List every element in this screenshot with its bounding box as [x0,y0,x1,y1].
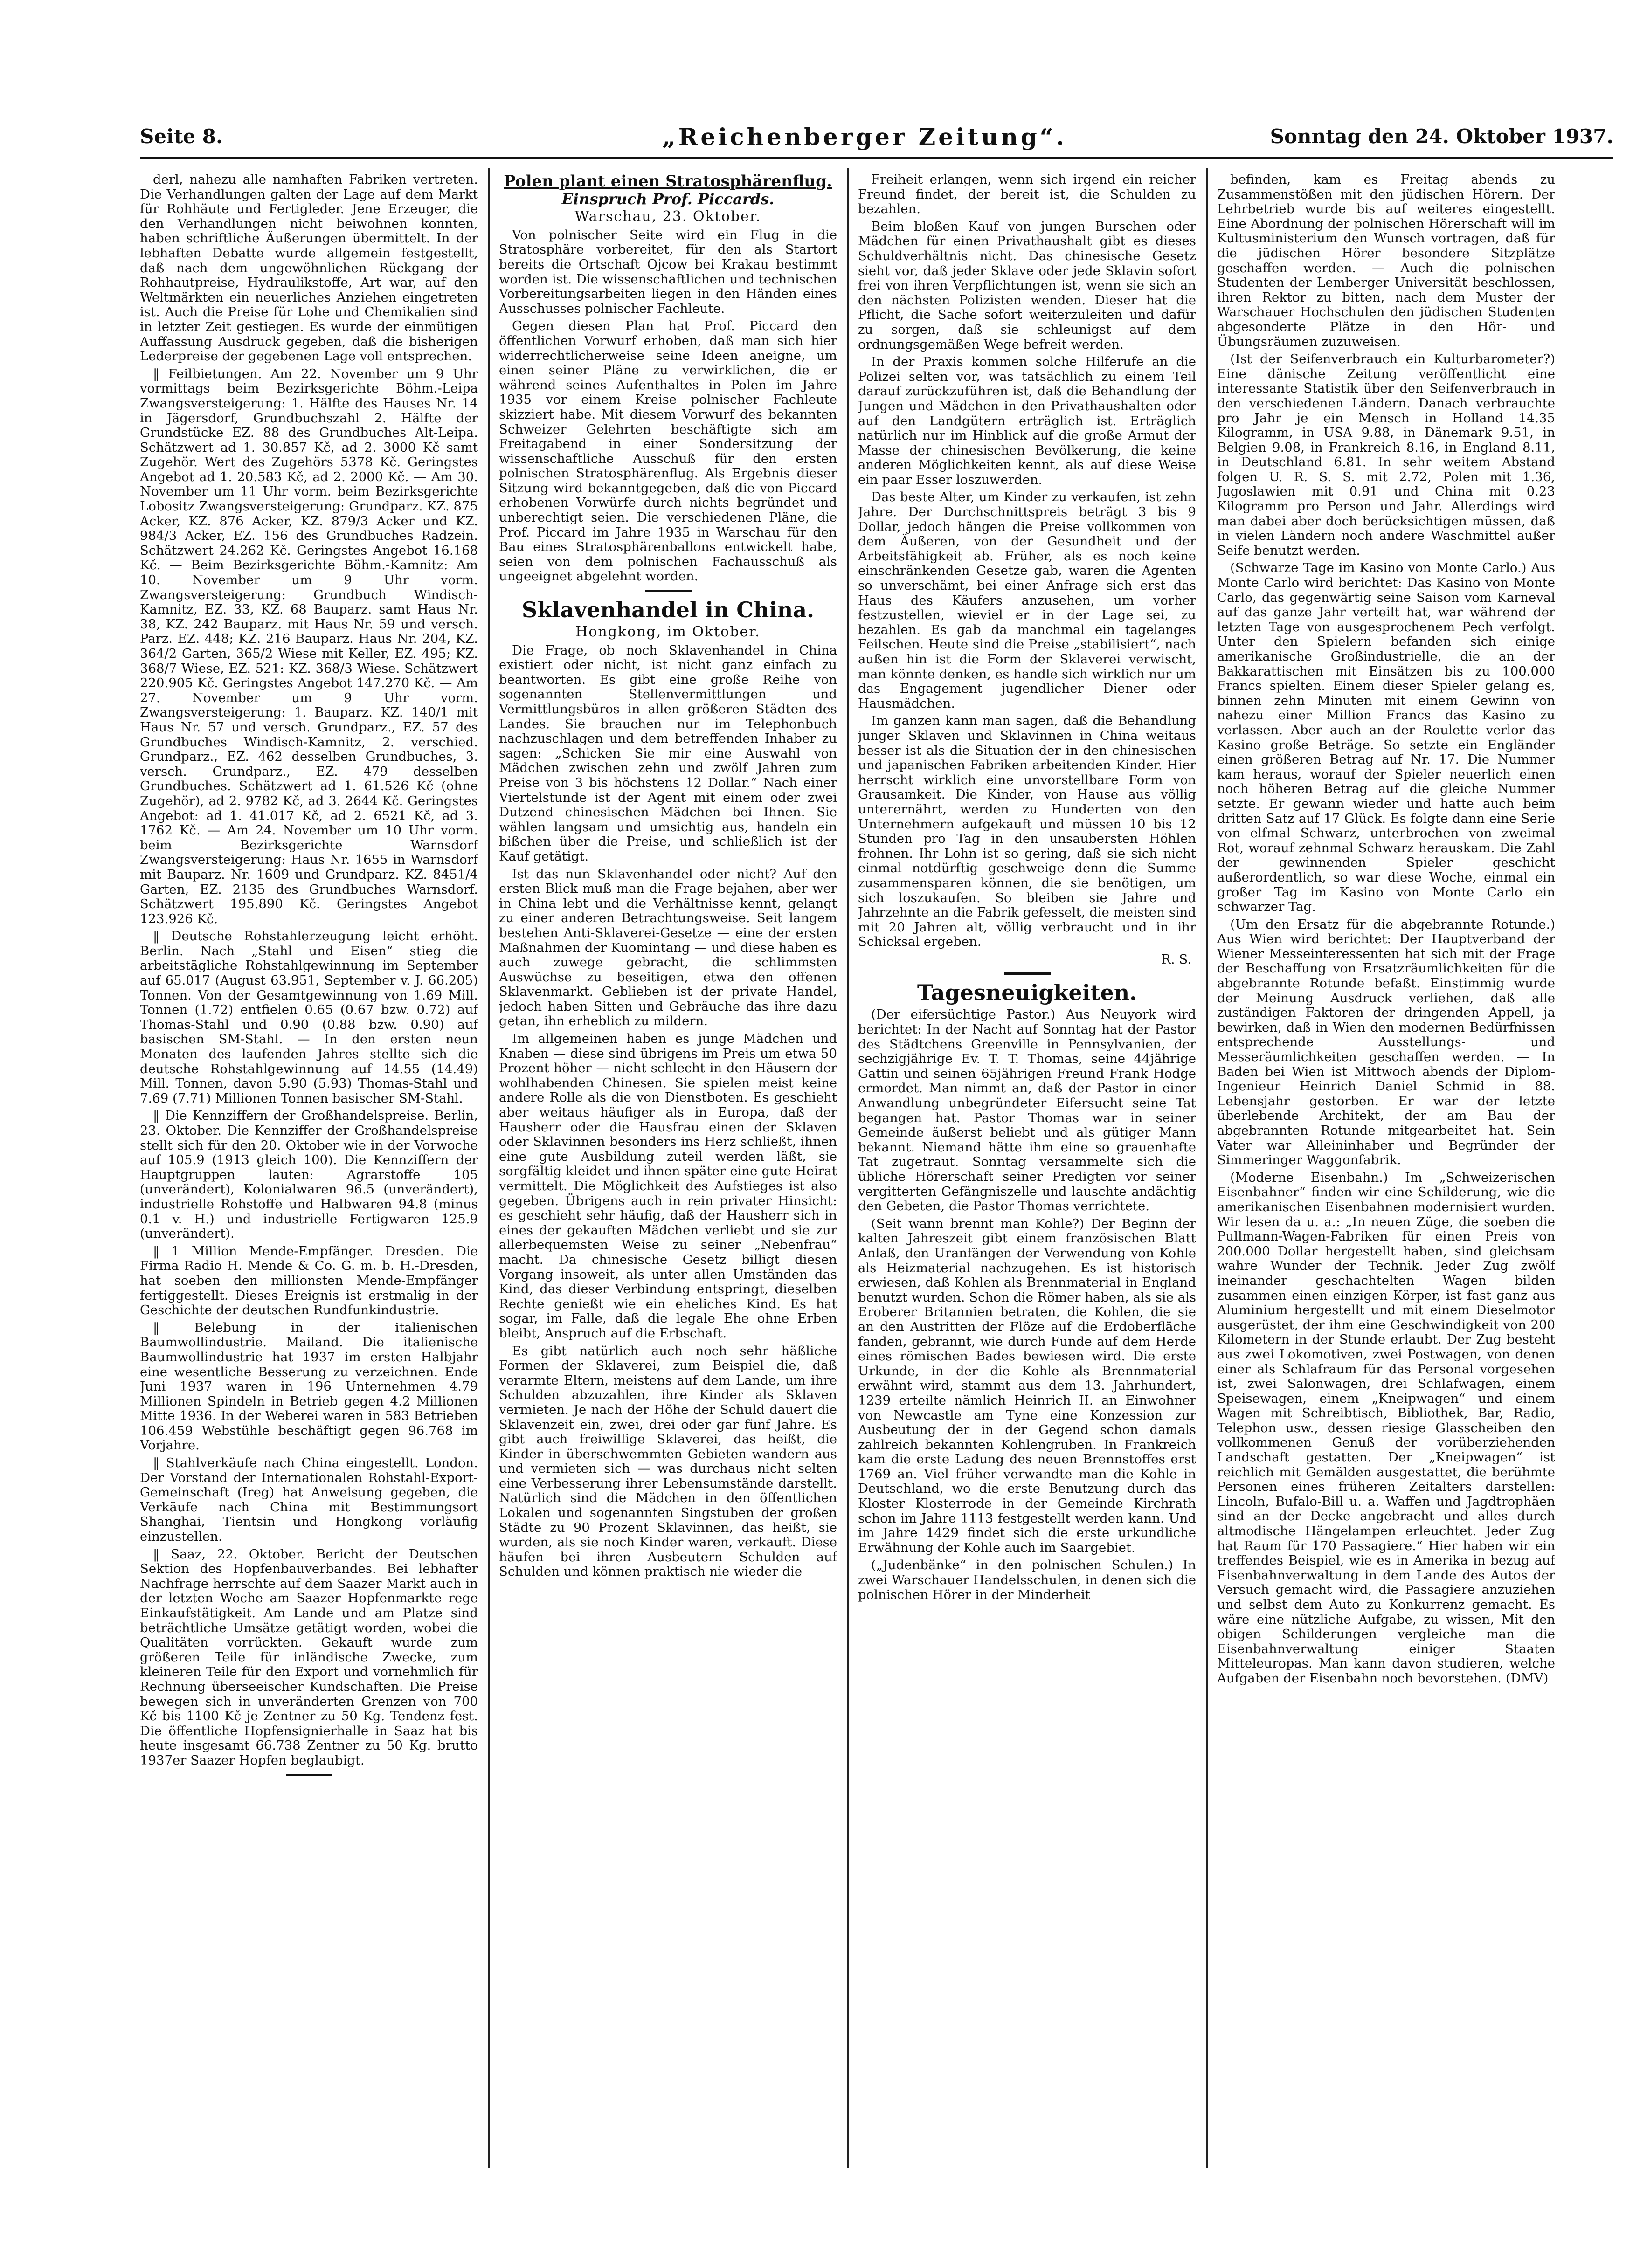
section-headline: Tagesneuigkeiten. [917,980,1137,1006]
newspaper-title: „Reichenberger Zeitung“. [662,123,1067,151]
article-paragraph: Freiheit erlangen, wenn sich irgend ein reicher Freund findet, der bereit ist, die Schulden zu bezahlen. [858,172,1196,217]
article-divider [645,590,692,592]
dateline: Hongkong, im Oktober. [575,624,761,641]
article-paragraph: Im allgemeinen haben es junge Mädchen und Knaben — diese sind übrigens im Preis um etwa 50 Prozent höher — nicht schlecht in den Häusern der wohlhabenden Chinesen. Sie spielen meist keine andere Rolle als die von Dienstboten. Es geschieht aber weitaus häufiger als in Europa, daß der Hausherr oder die Hausfrau einen der Sklaven oder Sklavinnen besonders ins Herz schließt, ihnen eine gute Ausbildung zuteil werden läßt, sie sorgfältig kleidet und ihnen später eine gute Heirat vermittelt. Die Möglichkeit des Aufstieges ist also gegeben. Übrigens auch in rein privater Hinsicht: es geschieht sehr häufig, daß der Hausherr sich in eines der gekauften Mädchen verliebt und sie zur allerbequemsten Weise zu seiner „Nebenfrau“ macht. Da chinesische Gesetz billigt diesen Vorgang insoweit, als unter allen Umständen das Kind, das dieser Verbindung entspringt, dieselben Rechte genießt wie ein eheliches Kind. Es hat sogar, im Falle, daß die legale Ehe ohne Erben bleibt, Anspruch auf die Erbschaft. [499,1031,837,1341]
end-rule [286,1774,332,1776]
article-headline: Polen plant einen Stratosphärenflug. [504,172,832,191]
article-paragraph: Die Frage, ob noch Sklavenhandel in China existiert oder nicht, ist nicht ganz einfach zu beantworten. Es gibt eine große Reihe von sogenannten Stellenvermittlungen und Vermittlungsbüros in allen größeren Städten des Landes. Sie brauchen nur im Telephonbuch nachzuschlagen und dem betreffenden Inhaber zu sagen: „Schicken Sie mir eine Auswahl von Mädchen zwischen zehn und zwölf Jahren zum Preise von 3 bis höchstens 12 Dollar.“ Nach einer Viertelstunde ist der Agent mit einem oder zwei Dutzend chinesischen Mädchen bei Ihnen. Sie wählen langsam und umsichtig aus, handeln ein bißchen über die Preise, und schließlich ist der Kauf getätigt. [499,642,837,864]
article-subheadline: Einspruch Prof. Piccards. [561,190,775,208]
column-separator [1206,168,1208,2168]
article-paragraph: ‖ Belebung in der italienischen Baumwollindustrie. Mailand. Die italienische Baumwollindustrie hat 1937 im ersten Halbjahr eine wesentliche Besserung zu verzeichnen. Ende Juni 1937 waren in 196 Unternehmen 4.79 Millionen Spindeln in Betrieb gegen 4.2 Millionen Mitte 1936. In der Weberei waren in 583 Betrieben 106.459 Webstühle beschäftigt gegen 96.768 im Vorjahre. [140,1320,478,1453]
article-paragraph: derl, nahezu alle namhaften Fabriken vertreten. Die Verhandlungen galten der Lage auf dem Markt für Rohhäute und Fertigleder. Jene Erzeuger, die den Verhandlungen nicht beiwohnen konnten, haben schriftliche Äußerungen übermittelt. In der lebhaften Debatte wurde allgemein festgestellt, daß nach dem ungewöhnlichen Rückgang der Rohhautpreise, Hydraulikstoffe, Art war, auf den Weltmärkten ein neuerliches Anziehen eingetreten ist. Auch die Preise für Lohe und Chemikalien sind in letzter Zeit gestiegen. Es wurde der einmütigen Auffassung Ausdruck gegeben, daß die bisherigen Lederpreise der gegebenen Lage voll entsprechen. [140,172,478,364]
article-paragraph: (Seit wann brennt man Kohle?) Der Beginn der kalten Jahreszeit gibt einem französischen Blatt Anlaß, den Uranfängen der Verwendung von Kohle als Heizmaterial nachzugehen. Es ist historisch erwiesen, daß Kohlen als Brennmaterial in England benutzt wurden. Schon die Römer haben, als sie als Eroberer Britannien betraten, die Kohlen, die sie an den Austritten der Flöze auf die Erdoberfläche fanden, gebrannt, wie durch Funde auf dem Herde eines römischen Bades bewiesen wird. Die erste Urkunde, in der die Kohle als Brennmaterial erwähnt wird, stammt aus dem 13. Jahrhundert, 1239 erteilte nämlich Heinrich II. an Einwohner von Newcastle am Tyne eine Konzession zur Ausbeutung der in der Gegend schon damals zahlreich bekannten Kohlengruben. In Frankreich kam die erste Ladung des neuen Brennstoffes erst 1769 an. Viel früher verwandte man die Kohle in Deutschland, wo die erste Benutzung durch das Kloster Klosterrode in der Gemeinde Kirchrath schon im Jahre 1113 festgestellt werden kann. Und im Jahre 1429 findet sich die erste urkundliche Erwähnung der Kohle auch im Saargebiet. [858,1216,1196,1555]
article-paragraph: (Der eifersüchtige Pastor.) Aus Neuyork wird berichtet: In der Nacht auf Sonntag hat der Pastor des Städtchens Greenville in Pennsylvanien, der sechzigjährige Ev. T. T. Thomas, seine 44jährige Gattin und seinen 65jährigen Freund Frank Hodge ermordet. Man nimmt an, daß der Pastor in einer Anwandlung unbegründeter Eifersucht seine Tat begangen hat. Pastor Thomas war in seiner Gemeinde äußerst beliebt und als gütiger Mann bekannt. Niemand hätte ihm eine so grauenhafte Tat zugetraut. Sonntag versammelte sich die übliche Hörerschaft seiner Predigten vor seiner vergitterten Gefängniszelle und lauschte andächtig den Gebeten, die Pastor Thomas verrichtete. [858,1007,1196,1214]
column-separator [488,168,490,2168]
article-paragraph: (Ist der Seifenverbrauch ein Kulturbarometer?) Eine dänische Zeitung veröffentlicht eine interessante Statistik über den Seifenverbrauch in den verschiedenen Ländern. Danach verbrauchte pro Jahr je ein Mensch in Holland 14.35 Kilogramm, in USA 9.88, in Dänemark 9.51, in Belgien 9.08, in Frankreich 8.16, in England 8.11, in Deutschland 6.81. In sehr weitem Abstand folgen U. R. S. S. mit 2.72, Polen mit 1.36, Jugoslawien mit 0.91 und China mit 0.23 Kilogramm pro Person und Jahr. Allerdings wird man dabei aber doch berücksichtigen müssen, daß in vielen Ländern noch andere Waschmittel außer Seife benutzt werden. [1217,352,1555,558]
column-3 [858,172,1196,2154]
column-separator [847,168,849,2168]
article-paragraph: ‖ Saaz, 22. Oktober. Bericht der Deutschen Sektion des Hopfenbauverbandes. Bei lebhafter Nachfrage herrschte auf dem Saazer Markt auch in der letzten Woche am Saazer Hopfenmarkte rege Einkaufstätigkeit. Am Lande und am Platze sind beträchtliche Umsätze getätigt worden, wobei die Qualitäten vorrückten. Gekauft wurde zum größeren Teile für inländische Zwecke, zum kleineren Teile für den Export und vornehmlich für Rechnung überseeischer Kundschaften. Die Preise bewegen sich in unveränderten Grenzen von 700 Kč bis 1100 Kč je Zentner zu 50 Kg. Tendenz fest. Die öffentliche Hopfensignierhalle in Saaz hat bis heute insgesamt 66.738 Zentner zu 50 Kg. brutto 1937er Saazer Hopfen beglaubigt. [140,1546,478,1768]
article-paragraph: (Um den Ersatz für die abgebrannte Rotunde.) Aus Wien wird berichtet: Der Hauptverband der Wiener Messeinteressenten hat sich mit der Frage der Beschaffung von Ersatzräumlichkeiten für die abgebrannte Rotunde befaßt. Einstimmig wurde der Meinung Ausdruck verliehen, daß alle zuständigen Faktoren der dringenden Appell, ja bewirken, daß in Wien den modernen Bedürfnissen entsprechende Ausstellungs- und Messeräumlichkeiten geschaffen werden. — In Baden bei Wien ist Mittwoch abends der Diplom-Ingenieur Heinrich Daniel Schmid in 88. Lebensjahr gestorben. Er war der letzte überlebende Architekt, der am Bau der abgebrannten Rotunde mitgearbeitet hat. Sein Vater war Alleininhaber und Begründer der Simmeringer Waggonfabrik. [1217,917,1555,1168]
page-number: Seite 8. [140,125,223,148]
column-4 [1217,172,1555,2154]
article-divider [1004,972,1051,975]
article-paragraph: In der Praxis kommen solche Hilferufe an die Polizei selten vor, was tatsächlich zu einem Teil darauf zurückzuführen ist, daß die Behandlung der Jungen und Mädchen in den Privathaushalten oder auf den Landgütern erträglich ist. Erträglich natürlich nur im Hinblick auf die große Armut der Masse der chinesischen Bevölkerung, die keine anderen Möglichkeiten kennt, als auf diese Weise ein paar Esser loszuwerden. [858,354,1196,487]
article-paragraph: ‖ Stahlverkäufe nach China eingestellt. London. Der Vorstand der Internationalen Rohstahl-Export-Gemeinschaft (Ireg) hat Anweisung gegeben, die Verkäufe nach China mit Bestimmungsort Shanghai, Tientsin und Hongkong vorläufig einzustellen. [140,1455,478,1544]
article-paragraph: Von polnischer Seite wird ein Flug in die Stratosphäre vorbereitet, für den als Startort bereits die Ortschaft Ojcow bei Krakau bestimmt worden ist. Die wissenschaftlichen und technischen Vorbereitungsarbeiten liegen in den Händen eines Ausschusses polnischer Fachleute. [499,227,837,316]
article-paragraph: ‖ Die Kennziffern der Großhandelspreise. Berlin, 23. Oktober. Die Kennziffer der Großhandelspreise stellt sich für den 20. Oktober wie in der Vorwoche auf 105.9 (1913 gleich 100). Die Kennziffern der Hauptgruppen lauten: Agrarstoffe 105 (unverändert), Kolonialwaren 96.5 (unverändert), industrielle Rohstoffe und Halbwaren 94.8 (minus 0.1 v. H.) und industrielle Fertigwaren 125.9 (unverändert). [140,1108,478,1241]
article-paragraph: befinden, kam es Freitag abends zu Zusammenstößen mit den jüdischen Hörern. Der Lehrbetrieb wurde bis auf weiteres eingestellt. Eine Abordnung der polnischen Hörerschaft will im Kultusministerium den Wunsch vortragen, daß für die jüdischen Hörer besondere Sitzplätze geschaffen werden. — Auch die polnischen Studenten der Lemberger Universität beschlossen, ihren Rektor zu bitten, nach dem Muster der Warschauer Hochschulen den jüdischen Studenten abgesonderte Plätze in den Hör- und Übungsräumen zuzuweisen. [1217,172,1555,349]
header-rule [140,157,1613,159]
author-signature: R. S. [1161,951,1191,967]
column-2 [499,172,837,2154]
dateline: Warschau, 23. Oktober. [574,208,761,225]
article-paragraph: Es gibt natürlich auch noch sehr häßliche Formen der Sklaverei, zum Beispiel die, daß verarmte Eltern, meistens auf dem Lande, um ihre Schulden abzuzahlen, ihre Kinder als Sklaven vermieten. Je nach der Höhe der Schuld dauert die Sklavenzeit ein, zwei, drei oder gar fünf Jahre. Es gibt auch freiwillige Sklaverei, das heißt, die Kinder in überschwemmten Gebieten wandern aus und vermieten sich — was durchaus nicht selten eine Verbesserung ihrer Lebensumstände darstellt. Natürlich sind die Mädchen in den öffentlichen Lokalen und sogenannten Singstuben der großen Städte zu 90 Prozent Sklavinnen, das heißt, sie wurden, als sie noch Kinder waren, verkauft. Diese häufen bei ihren Ausbeutern Schulden auf Schulden und können praktisch nie wieder die [499,1343,837,1579]
article-paragraph: Das beste Alter, um Kinder zu verkaufen, ist zehn Jahre. Der Durchschnittspreis beträgt 3 bis 9 Dollar, jedoch hängen die Preise vollkommen von dem Äußeren, von der Gesundheit und der Arbeitsfähigkeit ab. Früher, als es noch keine einschränkenden Gesetze gab, waren die Agenten so unverschämt, bei einer Anfrage sich erst das Haus des Käufers anzusehen, um vorher festzustellen, wieviel er in der Lage sei, zu bezahlen. Es gab da manchmal ein tagelanges Feilschen. Heute sind die Preise „stabilisiert“, nach außen hin ist die Form der Sklaverei verwischt, man könnte denken, es handle sich wirklich nur um das Engagement jugendlicher Diener oder Hausmädchen. [858,489,1196,711]
page-header [140,125,1613,153]
article-paragraph: (Moderne Eisenbahn.) Im „Schweizerischen Eisenbahner“ finden wir eine Schilderung, wie die amerikanischen Eisenbahnen modernisiert wurden. Wir lesen da u. a.: „In neuen Züge, die soeben die Pullmann-Wagen-Fabriken für einen Preis von 200.000 Dollar hergestellt haben, sind gleichsam wahre Wunder der Technik. Jeder Zug zwölf ineinander geschachtelten Wagen bilden zusammen einen einzigen Körper, ist fast ganz aus Aluminium hergestellt und mit einem Dieselmotor ausgerüstet, der ihm eine Geschwindigkeit von 200 Kilometern in der Stunde erlaubt. Der Zug besteht aus zwei Lokomotiven, zwei Postwagen, von denen einer als Schlafraum für das Personal vorgesehen ist, zwei Salonwagen, drei Schlafwagen, einem Speisewagen, einem „Kneipwagen“ und einem Wagen mit Schreibtisch, Bibliothek, Bar, Radio, Telephon usw., dessen riesige Glasscheiben den vollkommenen Genuß der vorüberziehenden Landschaft gestatten. Der „Kneipwagen“ ist reichlich mit Gemälden ausgestattet, die berühmte Personen eines früheren Zeitalters darstellen: Lincoln, Bufalo-Bill u. a. Waffen und Jagdtrophäen sind an der Decke angebracht und alles durch altmodische Hängelampen erleuchtet. Jeder Zug hat Raum für 170 Passagiere.“ Hier haben wir ein treffendes Beispiel, wie es in Amerika in bezug auf Eisenbahnverwaltung in dem Lande des Autos der Versuch gemacht wird, die Passagiere anzuziehen und selbst dem Auto zu Konkurrenz gemacht. Es wäre eine nützliche Aufgabe, zu wissen, Mit den obigen Schilderungen vergleiche man die Eisenbahnverwaltung einiger Staaten Mitteleuropas. Man kann davon studieren, welche Aufgaben der Eisenbahn noch bevorstehen. (DMV) [1217,1170,1555,1686]
article-paragraph: Beim bloßen Kauf von jungen Burschen oder Mädchen für einen Privathaushalt gibt es dieses Schuldverhältnis nicht. Das chinesische Gesetz sieht vor, daß jeder Sklave oder jede Sklavin sofort frei von ihren Verpflichtungen ist, wenn sie sich an den nächsten Polizisten wenden. Dieser hat die Pflicht, die Sache sofort weiterzuleiten und dafür zu sorgen, daß sie schleunigst auf dem ordnungsgemäßen Wege befreit werden. [858,219,1196,352]
article-paragraph: ‖ 1 Million Mende-Empfänger. Dresden. Die Firma Radio H. Mende & Co. G. m. b. H.-Dresden, hat soeben den millionsten Mende-Empfänger fertiggestellt. Dieses Ereignis ist erstmalig in der Geschichte der deutschen Rundfunkindustrie. [140,1243,478,1318]
article-headline: Sklavenhandel in China. [521,597,815,623]
article-paragraph: ‖ Deutsche Rohstahlerzeugung leicht erhöht. Berlin. Nach „Stahl und Eisen“ stieg die arbeitstägliche Rohstahlgewinnung im September auf 65.017 (August 63.951, September v. J. 66.205) Tonnen. Von der Gesamtgewinnung von 1.69 Mill. Tonnen (1.72) entfielen 0.65 (0.67 bzw. 0.72) auf Thomas-Stahl und 0.90 (0.88 bzw. 0.90) auf basischen SM-Stahl. — In den ersten neun Monaten des laufenden Jahres stellte sich die deutsche Rohstahlgewinnung auf 14.55 (14.49) Mill. Tonnen, davon 5.90 (5.93) Thomas-Stahl und 7.69 (7.71) Millionen Tonnen basischer SM-Stahl. [140,929,478,1106]
issue-date: Sonntag den 24. Oktober 1937. [1270,125,1613,148]
column-1 [140,172,478,2154]
article-paragraph: Im ganzen kann man sagen, daß die Behandlung junger Sklaven und Sklavinnen in China weitaus besser ist als die Situation der in den chinesischen und japanischen Fabriken arbeitenden Kinder. Hier herrscht wirklich eine unvorstellbare Form von Grausamkeit. Die Kinder, von Hause aus völlig unterernährt, werden zu Hunderten von den Unternehmern aufgekauft und müssen 10 bis 12 Stunden pro Tag in den unsaubersten Höhlen frohnen. Ihr Lohn ist so gering, daß sie sich nicht einmal notdürftig geschweige denn die Summe zusammensparen können, die sie benötigen, um sich loszukaufen. So bleiben sie Jahre und Jahrzehnte an die Fabrik gefesselt, die meisten sind mit 20 Jahren alt, völlig verbraucht und in ihr Schicksal ergeben. [858,713,1196,950]
article-paragraph: („Judenbänke“ in den polnischen Schulen.) In zwei Warschauer Handelsschulen, in denen sich die polnischen Hörer in der Minderheit [858,1558,1196,1602]
article-paragraph: Gegen diesen Plan hat Prof. Piccard den öffentlichen Vorwurf erhoben, daß man sich hier widerrechtlicherweise seine Ideen aneigne, um einen seiner Pläne zu verwirklichen, die er während seines Aufenthaltes in Polen im Jahre 1935 vor einem Kreise polnischer Fachleute skizziert habe. Mit diesem Vorwurf des bekannten Schweizer Gelehrten beschäftigte sich am Freitagabend in einer Sondersitzung der wissenschaftliche Ausschuß für den ersten polnischen Stratosphärenflug. Als Ergebnis dieser Sitzung wird bekanntgegeben, daß die von Piccard erhobenen Vorwürfe durch nichts begründet und unberechtigt seien. Die verschiedenen Pläne, die Prof. Piccard im Jahre 1935 in Warschau für den Bau eines Stratosphärenballons entwickelt habe, seien von dem polnischen Fachausschuß als ungeeignet abgelehnt worden. [499,318,837,584]
article-paragraph: Ist das nun Sklavenhandel oder nicht? Auf den ersten Blick muß man die Frage bejahen, aber wer in China lebt und die Verhältnisse kennt, gelangt zu einer anderen Betrachtungsweise. Seit langem bestehen Anti-Sklaverei-Gesetze — eine der ersten Maßnahmen der Kuomintang — und diese haben es auch zuwege gebracht, die schlimmsten Auswüchse zu beseitigen, etwa den offenen Sklavenmarkt. Geblieben ist der private Handel, jedoch haben Sitten und Gebräuche das ihre dazu getan, ihn erheblich zu mildern. [499,866,837,1029]
article-paragraph: (Schwarze Tage im Kasino von Monte Carlo.) Aus Monte Carlo wird berichtet: Das Kasino von Monte Carlo, das gegenwärtig seine Saison vom Karneval auf das ganze Jahr verteilt hat, war während der letzten Tage von ausgesprochenem Pech verfolgt. Unter den Spielern befanden sich einige amerikanische Großindustrielle, die an der Bakkarattischen mit Einsätzen bis zu 100.000 Francs spielten. Einem dieser Spieler gelang es, binnen zehn Minuten mit einem Gewinn von nahezu einer Million Francs das Kasino zu verlassen. Aber auch an der Roulette verlor das Kasino große Beträge. So setzte ein Engländer einen größeren Betrag auf Nr. 17. Die Nummer kam heraus, worauf der Spieler neuerlich einen noch höheren Betrag auf die gleiche Nummer setzte. Er gewann wieder und hatte auch beim dritten Satz auf 17 Glück. Es folgte dann eine Serie von elfmal Schwarz, unterbrochen von zweimal Rot, worauf zehnmal Schwarz herauskam. Die Zahl der gewinnenden Spieler geschicht außerordentlich, so war diese Woche, einmal ein großer Tag im Kasino von Monte Carlo ein schwarzer Tag. [1217,560,1555,915]
article-paragraph: ‖ Feilbietungen. Am 22. November um 9 Uhr vormittags beim Bezirksgerichte Böhm.-Leipa Zwangsversteigerung: 1. Hälfte des Hauses Nr. 14 in Jägersdorf, Grundbuchszahl 2. Hälfte der Grundstücke EZ. 88 des Grundbuches Alt-Leipa. Schätzwert ad 1. 30.857 Kč, ad 2. 3000 Kč samt Zugehör. Wert des Zugehörs 5378 Kč. Geringstes Angebot ad 1. 20.583 Kč, ad 2. 2000 Kč. — Am 30. November um 11 Uhr vorm. beim Bezirksgerichte Lobositz Zwangsversteigerung: Grundparz. KZ. 875 Acker, KZ. 876 Acker, KZ. 879/3 Acker und KZ. 984/3 Acker, EZ. 156 des Grundbuches Radzein. Schätzwert 24.262 Kč. Geringstes Angebot 16.168 Kč. — Beim Bezirksgerichte Böhm.-Kamnitz: Am 10. November um 9 Uhr vorm. Zwangsversteigerung: Grundbuch Windisch-Kamnitz, EZ. 33, KZ. 68 Bauparz. samt Haus Nr. 38, KZ. 242 Bauparz. mit Haus Nr. 59 und versch. Parz. EZ. 448; KZ. 216 Bauparz. Haus Nr. 204, KZ. 364/2 Garten, 365/2 Wiese mit Keller, EZ. 495; KZ. 368/7 Wiese, EZ. 521: KZ. 368/3 Wiese. Schätzwert 220.905 Kč. Geringstes Angebot 147.270 Kč. — Am 27. November um 9 Uhr vorm. Zwangsversteigerung: 1. Bauparz. KZ. 140/1 mit Haus Nr. 57 und versch. Grundparz., EZ. 57 des Grundbuches Windisch-Kamnitz, 2. verschied. Grundparz., EZ. 462 desselben Grundbuches, 3. versch. Grundparz., EZ. 479 desselben Grundbuches. Schätzwert ad 1. 61.526 Kč (ohne Zugehör), ad 2. 9782 Kč, ad 3. 2644 Kč. Geringstes Angebot: ad 1. 41.017 Kč, ad 2. 6521 Kč, ad 3. 1762 Kč. — Am 24. November um 10 Uhr vorm. beim Bezirksgerichte Warnsdorf Zwangsversteigerung: Haus Nr. 1655 in Warnsdorf mit Bauparz. Nr. 1609 und Grundparz. KZ. 8451/4 Garten, EZ. 2135 des Grundbuches Warnsdorf. Schätzwert 195.890 Kč. Geringstes Angebot 123.926 Kč. [140,366,478,926]
